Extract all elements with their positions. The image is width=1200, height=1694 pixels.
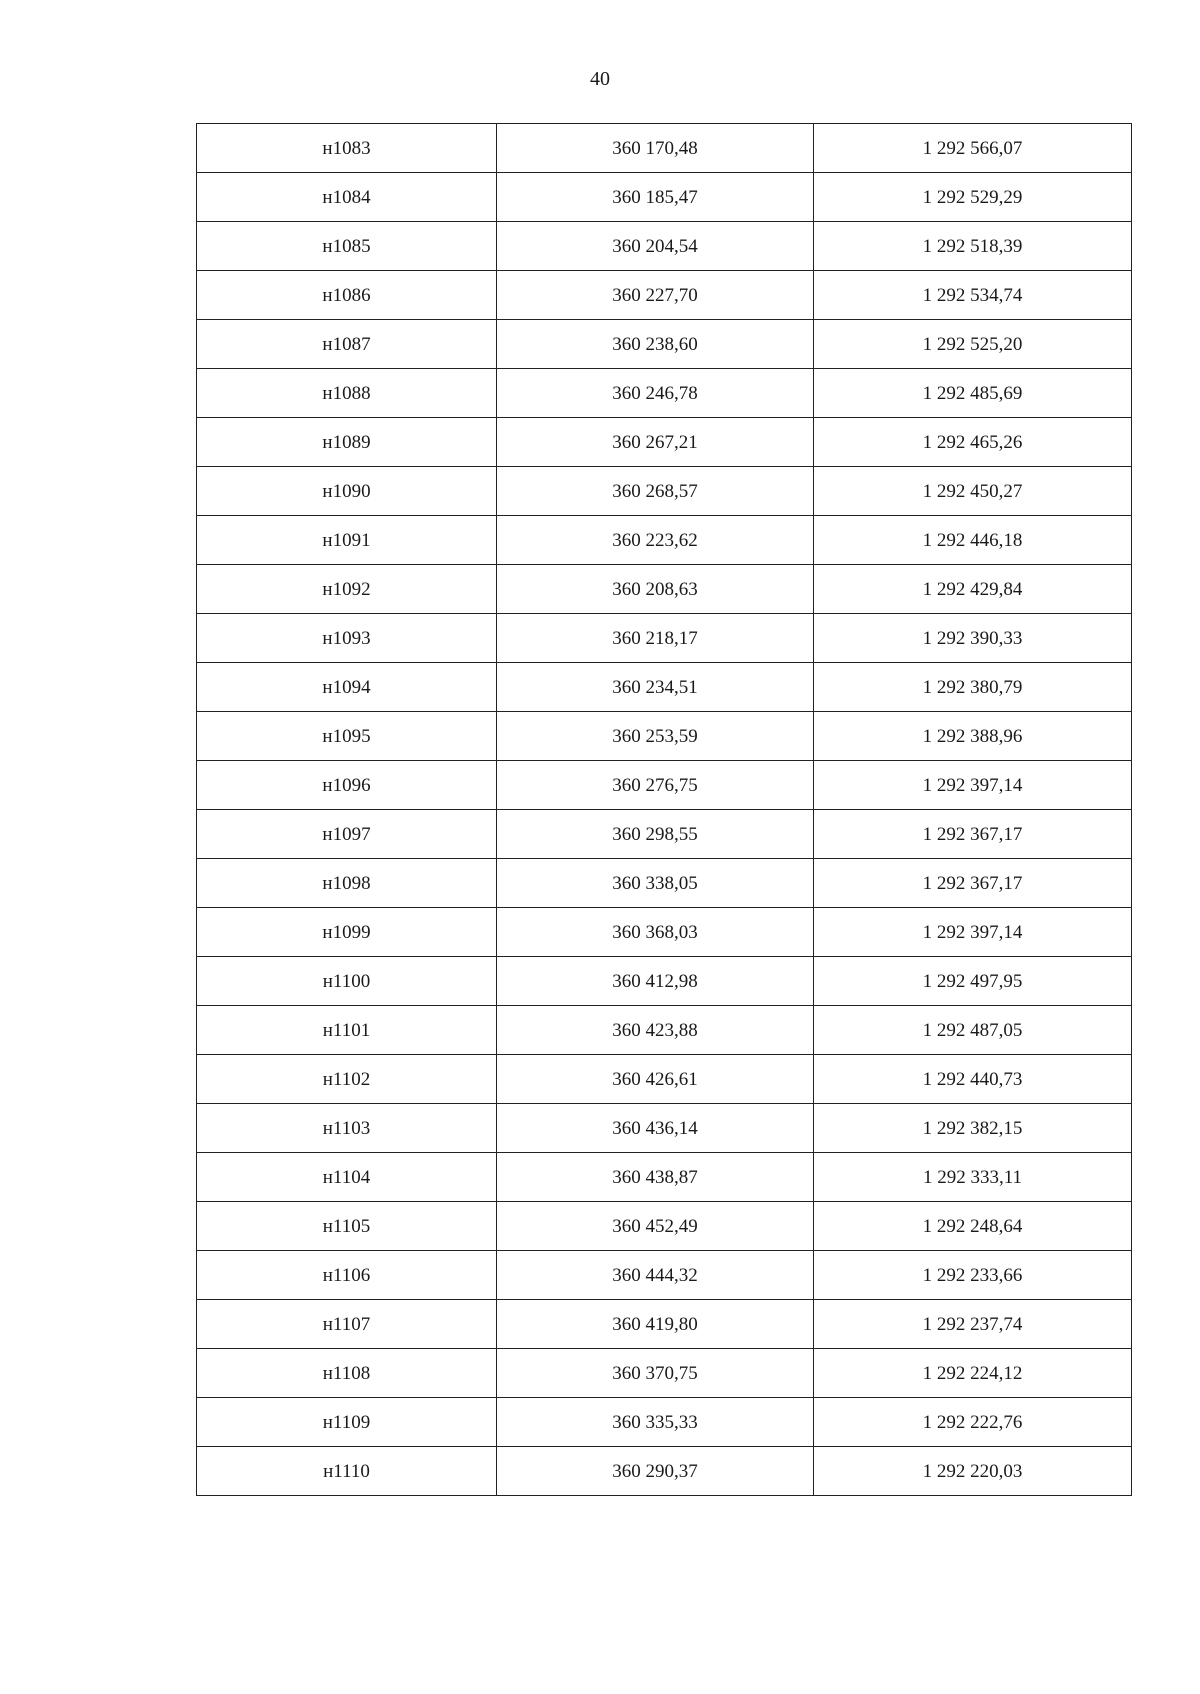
point-id-cell: н1109	[197, 1398, 497, 1447]
point-id-cell: н1102	[197, 1055, 497, 1104]
point-id-cell: н1091	[197, 516, 497, 565]
y-coordinate-cell: 1 292 367,17	[814, 859, 1132, 908]
x-coordinate-cell: 360 423,88	[497, 1006, 814, 1055]
x-coordinate-cell: 360 444,32	[497, 1251, 814, 1300]
table-row	[197, 1104, 1132, 1153]
point-id-cell: н1100	[197, 957, 497, 1006]
y-coordinate-cell: 1 292 485,69	[814, 369, 1132, 418]
x-coordinate-cell: 360 335,33	[497, 1398, 814, 1447]
table-row	[197, 614, 1132, 663]
table-row	[197, 418, 1132, 467]
y-coordinate-cell: 1 292 534,74	[814, 271, 1132, 320]
point-id-cell: н1094	[197, 663, 497, 712]
point-id-cell: н1106	[197, 1251, 497, 1300]
coordinates-table	[196, 123, 1132, 1496]
x-coordinate-cell: 360 253,59	[497, 712, 814, 761]
y-coordinate-cell: 1 292 237,74	[814, 1300, 1132, 1349]
table-row	[197, 369, 1132, 418]
x-coordinate-cell: 360 290,37	[497, 1447, 814, 1496]
table-row	[197, 1300, 1132, 1349]
point-id-cell: н1092	[197, 565, 497, 614]
table-row	[197, 565, 1132, 614]
y-coordinate-cell: 1 292 429,84	[814, 565, 1132, 614]
x-coordinate-cell: 360 234,51	[497, 663, 814, 712]
table-row	[197, 957, 1132, 1006]
point-id-cell: н1101	[197, 1006, 497, 1055]
point-id-cell: н1103	[197, 1104, 497, 1153]
x-coordinate-cell: 360 412,98	[497, 957, 814, 1006]
table-row	[197, 859, 1132, 908]
table-row	[197, 712, 1132, 761]
y-coordinate-cell: 1 292 487,05	[814, 1006, 1132, 1055]
x-coordinate-cell: 360 298,55	[497, 810, 814, 859]
point-id-cell: н1085	[197, 222, 497, 271]
x-coordinate-cell: 360 170,48	[497, 124, 814, 173]
point-id-cell: н1086	[197, 271, 497, 320]
x-coordinate-cell: 360 204,54	[497, 222, 814, 271]
x-coordinate-cell: 360 452,49	[497, 1202, 814, 1251]
point-id-cell: н1108	[197, 1349, 497, 1398]
y-coordinate-cell: 1 292 233,66	[814, 1251, 1132, 1300]
point-id-cell: н1090	[197, 467, 497, 516]
y-coordinate-cell: 1 292 465,26	[814, 418, 1132, 467]
y-coordinate-cell: 1 292 497,95	[814, 957, 1132, 1006]
x-coordinate-cell: 360 438,87	[497, 1153, 814, 1202]
point-id-cell: н1098	[197, 859, 497, 908]
point-id-cell: н1105	[197, 1202, 497, 1251]
table-row	[197, 1349, 1132, 1398]
point-id-cell: н1084	[197, 173, 497, 222]
table-row	[197, 320, 1132, 369]
point-id-cell: н1104	[197, 1153, 497, 1202]
point-id-cell: н1099	[197, 908, 497, 957]
y-coordinate-cell: 1 292 222,76	[814, 1398, 1132, 1447]
table-row	[197, 908, 1132, 957]
x-coordinate-cell: 360 208,63	[497, 565, 814, 614]
table-row	[197, 516, 1132, 565]
x-coordinate-cell: 360 218,17	[497, 614, 814, 663]
y-coordinate-cell: 1 292 367,17	[814, 810, 1132, 859]
point-id-cell: н1097	[197, 810, 497, 859]
table-row	[197, 1006, 1132, 1055]
x-coordinate-cell: 360 426,61	[497, 1055, 814, 1104]
table-row	[197, 810, 1132, 859]
y-coordinate-cell: 1 292 397,14	[814, 761, 1132, 810]
x-coordinate-cell: 360 268,57	[497, 467, 814, 516]
y-coordinate-cell: 1 292 529,29	[814, 173, 1132, 222]
y-coordinate-cell: 1 292 380,79	[814, 663, 1132, 712]
x-coordinate-cell: 360 185,47	[497, 173, 814, 222]
table-row	[197, 663, 1132, 712]
y-coordinate-cell: 1 292 440,73	[814, 1055, 1132, 1104]
y-coordinate-cell: 1 292 446,18	[814, 516, 1132, 565]
x-coordinate-cell: 360 227,70	[497, 271, 814, 320]
page-number: 40	[590, 68, 610, 90]
point-id-cell: н1096	[197, 761, 497, 810]
table-row	[197, 1055, 1132, 1104]
table-row	[197, 1398, 1132, 1447]
y-coordinate-cell: 1 292 397,14	[814, 908, 1132, 957]
y-coordinate-cell: 1 292 248,64	[814, 1202, 1132, 1251]
point-id-cell: н1083	[197, 124, 497, 173]
y-coordinate-cell: 1 292 525,20	[814, 320, 1132, 369]
y-coordinate-cell: 1 292 220,03	[814, 1447, 1132, 1496]
x-coordinate-cell: 360 246,78	[497, 369, 814, 418]
coordinates-table-body	[197, 124, 1132, 1496]
x-coordinate-cell: 360 276,75	[497, 761, 814, 810]
x-coordinate-cell: 360 419,80	[497, 1300, 814, 1349]
x-coordinate-cell: 360 370,75	[497, 1349, 814, 1398]
table-row	[197, 1251, 1132, 1300]
point-id-cell: н1089	[197, 418, 497, 467]
point-id-cell: н1088	[197, 369, 497, 418]
point-id-cell: н1107	[197, 1300, 497, 1349]
y-coordinate-cell: 1 292 566,07	[814, 124, 1132, 173]
table-row	[197, 222, 1132, 271]
table-row	[197, 1447, 1132, 1496]
y-coordinate-cell: 1 292 450,27	[814, 467, 1132, 516]
x-coordinate-cell: 360 338,05	[497, 859, 814, 908]
y-coordinate-cell: 1 292 382,15	[814, 1104, 1132, 1153]
table-row	[197, 173, 1132, 222]
x-coordinate-cell: 360 368,03	[497, 908, 814, 957]
table-row	[197, 1153, 1132, 1202]
x-coordinate-cell: 360 238,60	[497, 320, 814, 369]
table-row	[197, 1202, 1132, 1251]
x-coordinate-cell: 360 267,21	[497, 418, 814, 467]
y-coordinate-cell: 1 292 390,33	[814, 614, 1132, 663]
y-coordinate-cell: 1 292 388,96	[814, 712, 1132, 761]
y-coordinate-cell: 1 292 518,39	[814, 222, 1132, 271]
point-id-cell: н1087	[197, 320, 497, 369]
x-coordinate-cell: 360 223,62	[497, 516, 814, 565]
y-coordinate-cell: 1 292 333,11	[814, 1153, 1132, 1202]
x-coordinate-cell: 360 436,14	[497, 1104, 814, 1153]
point-id-cell: н1095	[197, 712, 497, 761]
y-coordinate-cell: 1 292 224,12	[814, 1349, 1132, 1398]
table-row	[197, 761, 1132, 810]
table-row	[197, 271, 1132, 320]
table-row	[197, 124, 1132, 173]
point-id-cell: н1093	[197, 614, 497, 663]
table-row	[197, 467, 1132, 516]
point-id-cell: н1110	[197, 1447, 497, 1496]
